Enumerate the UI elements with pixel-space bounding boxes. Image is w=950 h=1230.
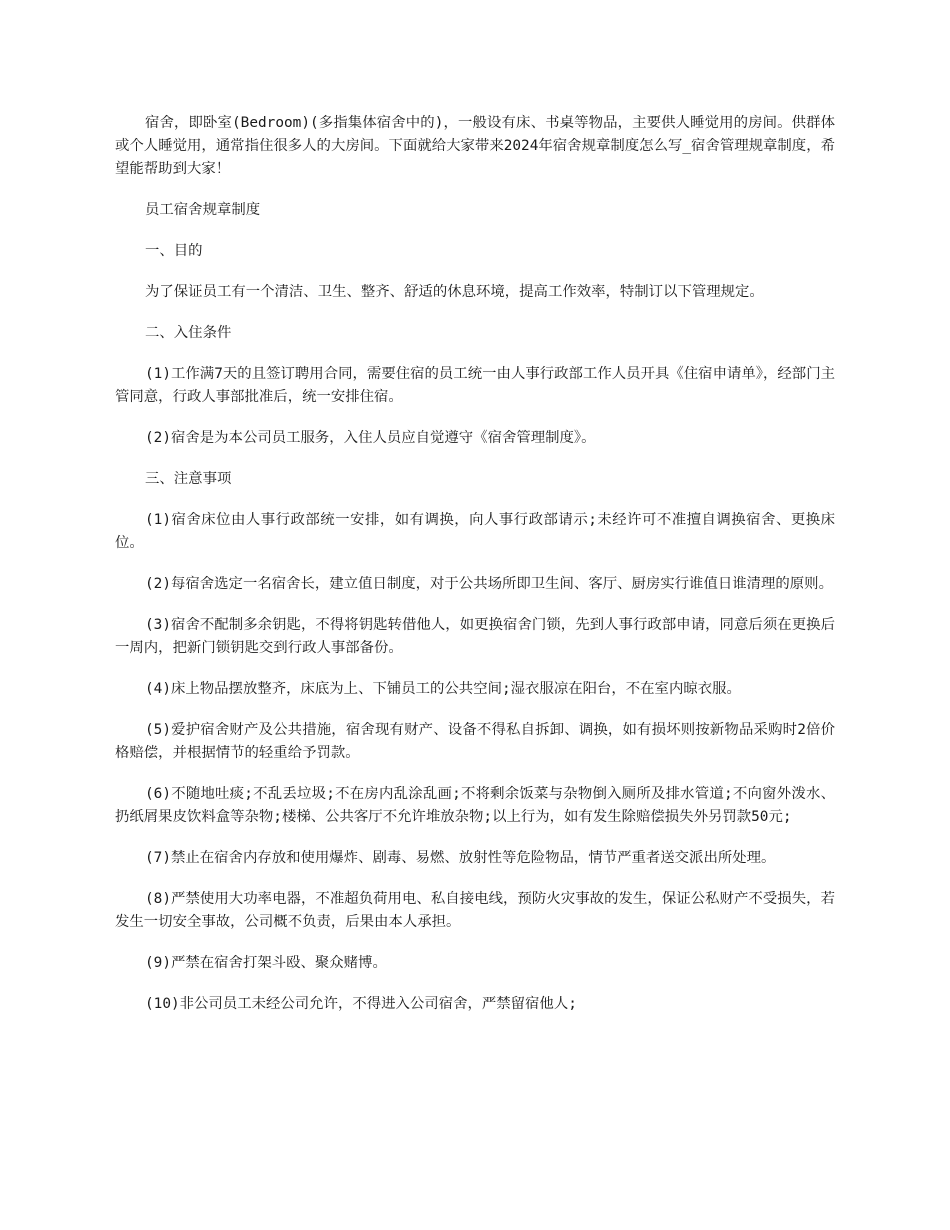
note-item: (5)爱护宿舍财产及公共措施，宿舍现有财产、设备不得私自拆卸、调换，如有损坏则按新物品采购时2倍价格赔偿，并根据情节的轻重给予罚款。 [115,722,835,761]
document-title: 员工宿舍规章制度 [145,202,261,218]
section-heading-conditions: 二、入住条件 [145,325,232,341]
document-body [115,112,835,1034]
note-item: (9)严禁在宿舍打架斗殴、聚众赌博。 [145,955,387,971]
purpose-paragraph: 为了保证员工有一个清洁、卫生、整齐、舒适的休息环境，提高工作效率，特制订以下管理规定。 [145,284,764,300]
section-heading-notes: 三、注意事项 [145,471,232,487]
section-heading-purpose: 一、目的 [145,243,203,259]
intro-paragraph: 宿舍，即卧室(Bedroom)(多指集体宿舍中的)，一般设有床、书桌等物品，主要供人睡觉用的房间。供群体或个人睡觉用，通常指住很多人的大房间。下面就给大家带来2024年宿舍规章制度怎么写_宿舍管理规章制度，希望能帮助到大家！ [115,115,835,177]
note-item: (3)宿舍不配制多余钥匙，不得将钥匙转借他人，如更换宿舍门锁，先到人事行政部申请，同意后须在更换后一周内，把新门锁钥匙交到行政人事部备份。 [115,617,835,656]
condition-item: (1)工作满7天的且签订聘用合同，需要住宿的员工统一由人事行政部工作人员开具《住宿申请单》，经部门主管同意，行政人事部批准后，统一安排住宿。 [115,366,835,405]
note-item: (7)禁止在宿舍内存放和使用爆炸、剧毒、易燃、放射性等危险物品，情节严重者送交派出所处理。 [145,850,776,866]
note-item: (10)非公司员工未经公司允许，不得进入公司宿舍，严禁留宿他人; [145,996,577,1012]
note-item: (1)宿舍床位由人事行政部统一安排，如有调换，向人事行政部请示;未经许可不准擅自调换宿舍、更换床位。 [115,512,835,551]
note-item: (6)不随地吐痰;不乱丢垃圾;不在房内乱涂乱画;不将剩余饭菜与杂物倒入厕所及排水管道;不向窗外泼水、扔纸屑果皮饮料盒等杂物;楼梯、公共客厅不允许堆放杂物;以上行为，如有发生除赔偿损失外另罚款50元; [115,786,835,825]
note-item: (4)床上物品摆放整齐，床底为上、下铺员工的公共空间;湿衣服凉在阳台，不在室内晾衣服。 [145,681,741,697]
note-item: (8)严禁使用大功率电器，不准超负荷用电、私自接电线，预防火灾事故的发生，保证公私财产不受损失，若发生一切安全事故，公司概不负责，后果由本人承担。 [115,891,835,930]
condition-item: (2)宿舍是为本公司员工服务，入住人员应自觉遵守《宿舍管理制度》。 [145,430,596,446]
note-item: (2)每宿舍选定一名宿舍长，建立值日制度，对于公共场所即卫生间、客厅、厨房实行谁值日谁清理的原则。 [145,576,833,592]
